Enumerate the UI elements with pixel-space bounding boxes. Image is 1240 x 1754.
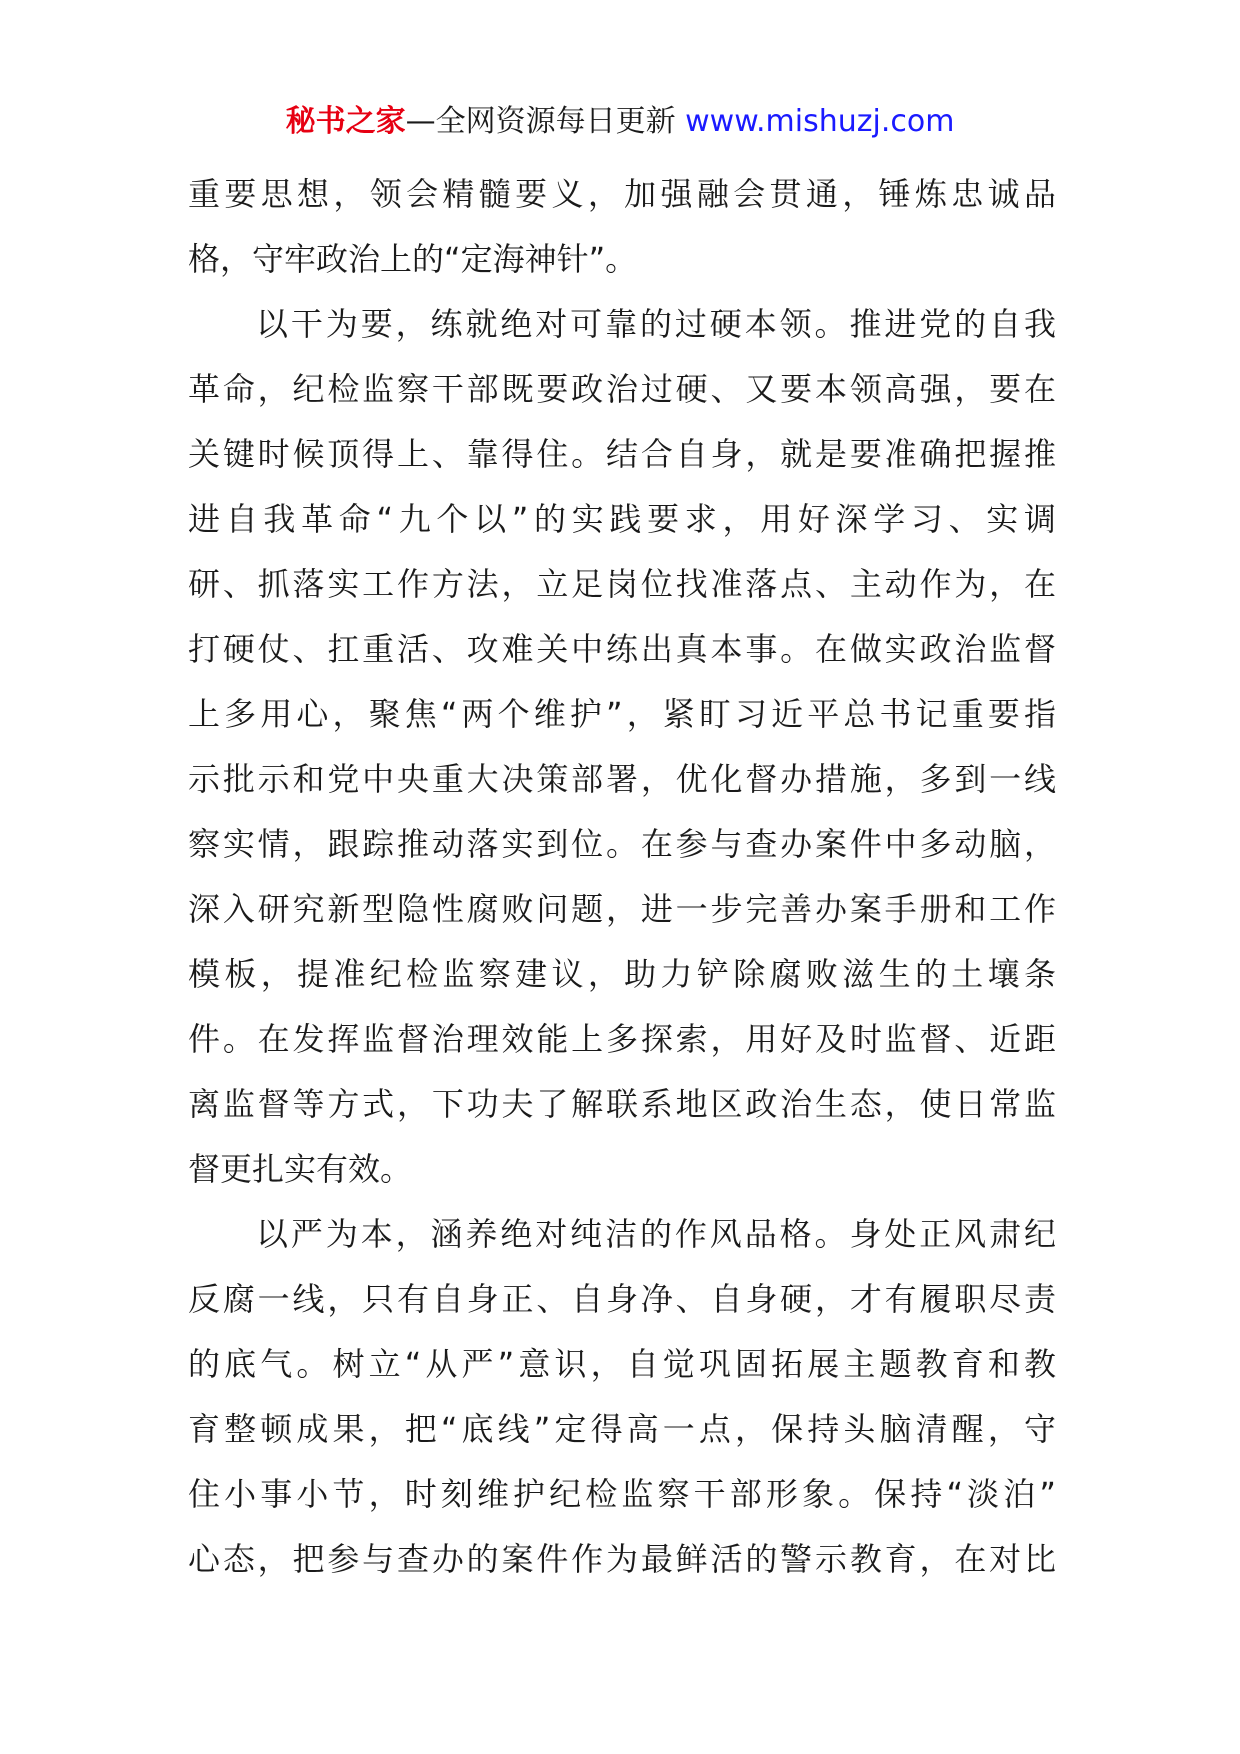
- text-line: 模板，提准纪检监察建议，助力铲除腐败滋生的土壤条: [188, 955, 1056, 993]
- document-body: [188, 162, 1056, 1592]
- paragraph-1: [188, 162, 1056, 292]
- text-line: 以干为要，练就绝对可靠的过硬本领。推进党的自我: [256, 305, 1056, 343]
- text-line: 重要思想，领会精髓要义，加强融会贯通，锤炼忠诚品: [188, 175, 1056, 213]
- paragraph-3: [188, 1202, 1056, 1592]
- site-url-link[interactable]: www.mishuzj.com: [685, 104, 955, 139]
- text-line: 的底气。树立“从严”意识，自觉巩固拓展主题教育和教: [188, 1345, 1056, 1383]
- text-line: 心态，把参与查办的案件作为最鲜活的警示教育，在对比: [188, 1540, 1056, 1578]
- text-line: 以严为本，涵养绝对纯洁的作风品格。身处正风肃纪: [256, 1215, 1056, 1253]
- text-line: 育整顿成果，把“底线”定得高一点，保持头脑清醒，守: [188, 1410, 1056, 1448]
- paragraph-2: [188, 292, 1056, 1202]
- text-line: 离监督等方式，下功夫了解联系地区政治生态，使日常监: [188, 1085, 1056, 1123]
- text-line: 深入研究新型隐性腐败问题，进一步完善办案手册和工作: [188, 890, 1056, 928]
- text-line: 督更扎实有效。: [188, 1150, 413, 1188]
- text-line: 示批示和党中央重大决策部署，优化督办措施，多到一线: [188, 760, 1056, 798]
- text-line: 反腐一线，只有自身正、自身净、自身硬，才有履职尽责: [188, 1280, 1056, 1318]
- text-line: 住小事小节，时刻维护纪检监察干部形象。保持“淡泊”: [188, 1475, 1056, 1513]
- text-line: 关键时候顶得上、靠得住。结合自身，就是要准确把握推: [188, 435, 1056, 473]
- site-header: [0, 100, 1240, 144]
- text-line: 革命，纪检监察干部既要政治过硬、又要本领高强，要在: [188, 370, 1056, 408]
- brand-name: 秘书之家: [285, 104, 406, 139]
- header-tagline: —全网资源每日更新: [405, 104, 676, 139]
- text-line: 察实情，跟踪推动落实到位。在参与查办案件中多动脑，: [188, 825, 1056, 863]
- text-line: 格，守牢政治上的“定海神针”。: [188, 240, 638, 278]
- text-line: 进自我革命“九个以”的实践要求，用好深学习、实调: [188, 500, 1056, 538]
- text-line: 件。在发挥监督治理效能上多探索，用好及时监督、近距: [188, 1020, 1056, 1058]
- text-line: 研、抓落实工作方法，立足岗位找准落点、主动作为，在: [188, 565, 1056, 603]
- text-line: 上多用心，聚焦“两个维护”，紧盯习近平总书记重要指: [188, 695, 1056, 733]
- text-line: 打硬仗、扛重活、攻难关中练出真本事。在做实政治监督: [188, 630, 1056, 668]
